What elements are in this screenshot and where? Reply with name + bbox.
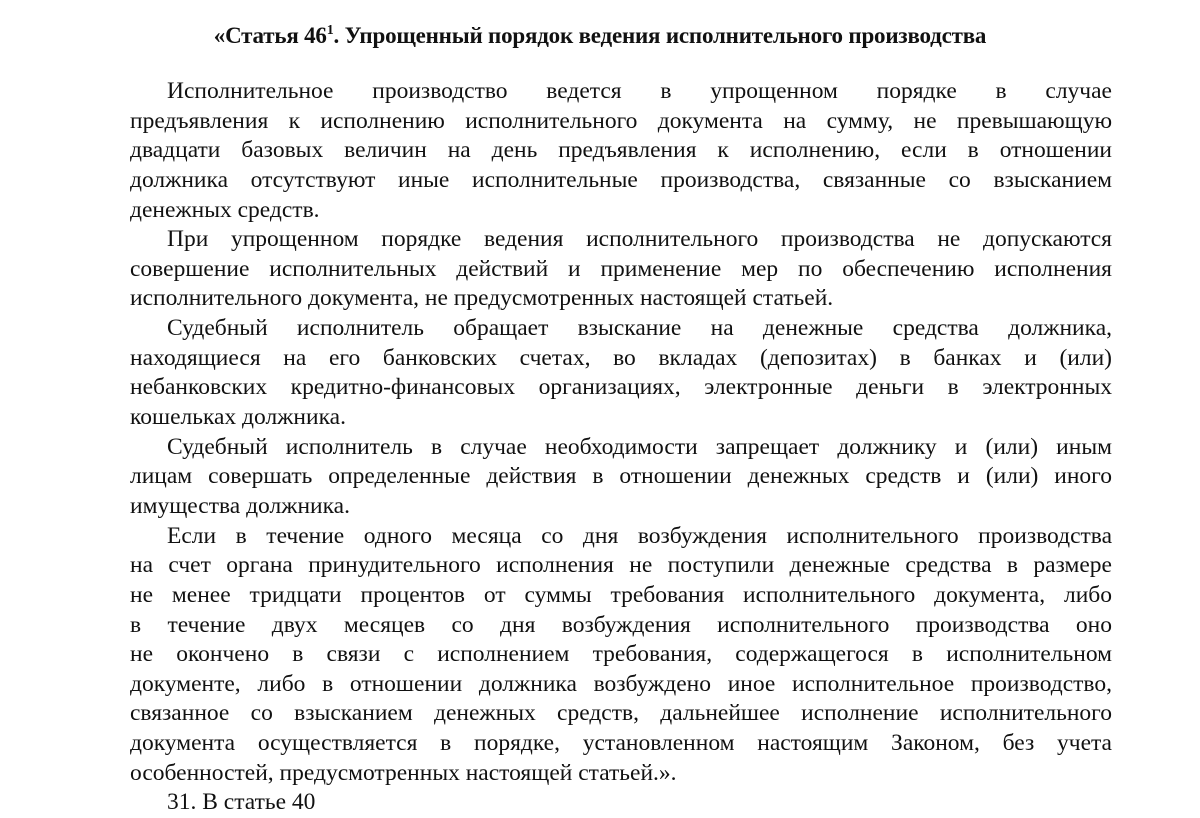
text-line: находящиеся на его банковских счетах, во вкладах (депозитах) в банках и (или) <box>130 344 1112 371</box>
text-line: имущества должника. <box>130 492 350 519</box>
text-line: не окончено в связи с исполнением требования, содержащегося в исполнительном <box>130 641 1112 668</box>
text-line: Судебный исполнитель обращает взыскание на денежные средства должника, <box>167 315 1112 342</box>
article-title-text: . Упрощенный порядок ведения исполнительного производства <box>333 23 987 48</box>
text-line: на счет органа принудительного исполнения не поступили денежные средства в размере <box>130 552 1112 579</box>
text-line: лицам совершать определенные действия в отношении денежных средств и (или) иного <box>130 463 1112 490</box>
paragraph <box>130 522 1112 789</box>
text-line: Исполнительное производство ведется в упрощенном порядке в случае <box>167 78 1112 104</box>
paragraph <box>130 314 1112 433</box>
article-body <box>130 77 1112 818</box>
article-number-superscript: 1 <box>326 23 334 38</box>
text-line: связанное со взысканием денежных средств, дальнейшее исполнение исполнительного <box>130 700 1112 727</box>
text-line: должника отсутствуют иные исполнительные производства, связанные со взысканием <box>130 166 1112 193</box>
text-line: исполнительного документа, не предусмотренных настоящей статьей. <box>130 285 834 312</box>
text-line: совершение исполнительных действий и применение мер по обеспечению исполнения <box>130 255 1112 282</box>
article-title-prefix: «Статья 46 <box>213 23 327 48</box>
article-title <box>0 20 1200 52</box>
text-line: не менее тридцати процентов от суммы требования исполнительного документа, либо <box>130 581 1112 608</box>
text-line: предъявления к исполнению исполнительного документа на сумму, не превышающую <box>130 107 1112 134</box>
paragraph <box>130 788 1112 818</box>
text-line: При упрощенном порядке ведения исполнительного производства не допускаются <box>167 226 1112 253</box>
text-line: кошельках должника. <box>130 404 346 431</box>
text-line: двадцати базовых величин на день предъявления к исполнению, если в отношении <box>130 137 1112 164</box>
text-line: документе, либо в отношении должника возбуждено иное исполнительное производство, <box>130 670 1112 697</box>
text-line: особенностей, предусмотренных настоящей статьей.». <box>130 759 677 786</box>
text-line: в течение двух месяцев со дня возбуждения исполнительного производства оно <box>130 611 1112 638</box>
text-line: денежных средств. <box>130 196 320 223</box>
text-line: 31. В статье 40 <box>167 789 316 816</box>
paragraph <box>130 433 1112 522</box>
paragraph <box>130 77 1112 225</box>
text-line: Судебный исполнитель в случае необходимости запрещает должнику и (или) иным <box>167 433 1112 460</box>
text-line: Если в течение одного месяца со дня возбуждения исполнительного производства <box>167 522 1112 549</box>
paragraph <box>130 225 1112 314</box>
text-line: документа осуществляется в порядке, установленном настоящим Законом, без учета <box>130 730 1112 757</box>
text-line: небанковских кредитно-финансовых организациях, электронные деньги в электронных <box>130 374 1112 401</box>
